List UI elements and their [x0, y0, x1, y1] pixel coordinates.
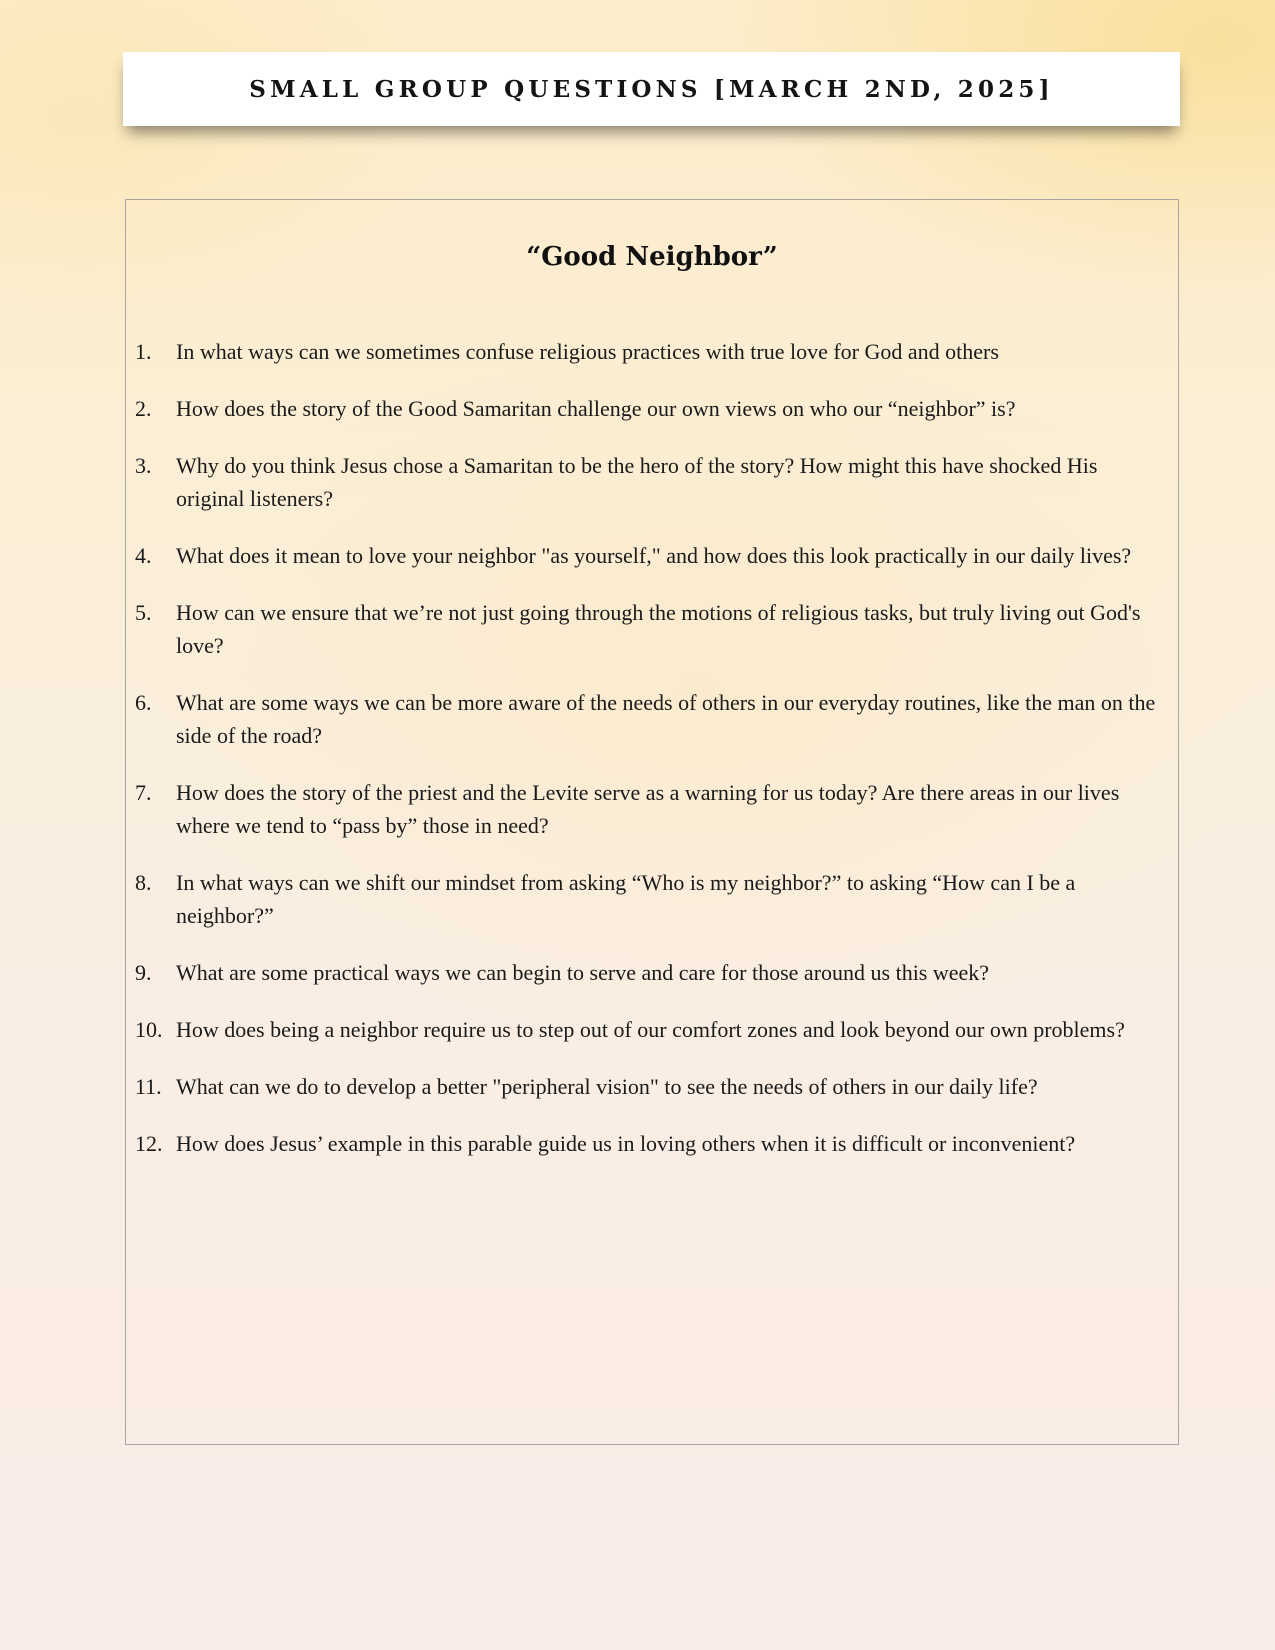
header-banner	[123, 52, 1180, 126]
question-text: In what ways can we shift our mindset from asking “Who is my neighbor?” to asking “How can I be a neighbor?”	[176, 870, 1076, 928]
question-item	[135, 776, 1175, 842]
question-item	[135, 596, 1175, 662]
question-list	[135, 335, 1175, 1184]
question-item	[135, 1013, 1175, 1046]
question-text: What can we do to develop a better "peripheral vision" to see the needs of others in our daily life?	[176, 1074, 1038, 1099]
question-text: How does being a neighbor require us to step out of our comfort zones and look beyond our own problems?	[176, 1017, 1125, 1042]
question-item	[135, 1070, 1175, 1103]
question-number: 9.	[135, 960, 152, 985]
question-item	[135, 449, 1175, 515]
question-item	[135, 1127, 1175, 1160]
question-number: 2.	[135, 396, 152, 421]
question-item	[135, 539, 1175, 572]
question-number: 12.	[135, 1131, 163, 1156]
header-title: SMALL GROUP QUESTIONS [MARCH 2ND, 2025]	[249, 75, 1054, 103]
question-text: What does it mean to love your neighbor "as yourself," and how does this look practically in our daily lives?	[176, 543, 1132, 568]
question-item	[135, 866, 1175, 932]
question-number: 5.	[135, 600, 152, 625]
question-item	[135, 335, 1175, 368]
question-item	[135, 686, 1175, 752]
question-number: 7.	[135, 780, 152, 805]
questions-box	[125, 199, 1179, 1445]
question-text: How does the story of the priest and the Levite serve as a warning for us today? Are there areas in our lives where we tend to “pass by” those in need?	[176, 780, 1120, 838]
question-text: In what ways can we sometimes confuse religious practices with true love for God and others	[176, 339, 999, 364]
question-number: 1.	[135, 339, 152, 364]
question-number: 3.	[135, 453, 152, 478]
question-item	[135, 392, 1175, 425]
question-text: How does Jesus’ example in this parable guide us in loving others when it is difficult or inconvenient?	[176, 1131, 1076, 1156]
question-text: How can we ensure that we’re not just going through the motions of religious tasks, but truly living out God's love?	[176, 600, 1141, 658]
question-number: 6.	[135, 690, 152, 715]
question-number: 11.	[135, 1074, 162, 1099]
question-number: 4.	[135, 543, 152, 568]
question-item	[135, 956, 1175, 989]
question-number: 10.	[135, 1017, 163, 1042]
document-title: “Good Neighbor”	[526, 242, 778, 272]
question-text: How does the story of the Good Samaritan challenge our own views on who our “neighbor” is?	[176, 396, 1016, 421]
question-text: What are some practical ways we can begin to serve and care for those around us this week?	[176, 960, 990, 985]
question-text: Why do you think Jesus chose a Samaritan to be the hero of the story? How might this have shocked His original listeners?	[176, 453, 1098, 511]
question-number: 8.	[135, 870, 152, 895]
question-text: What are some ways we can be more aware of the needs of others in our everyday routines, like the man on the side of the road?	[176, 690, 1156, 748]
